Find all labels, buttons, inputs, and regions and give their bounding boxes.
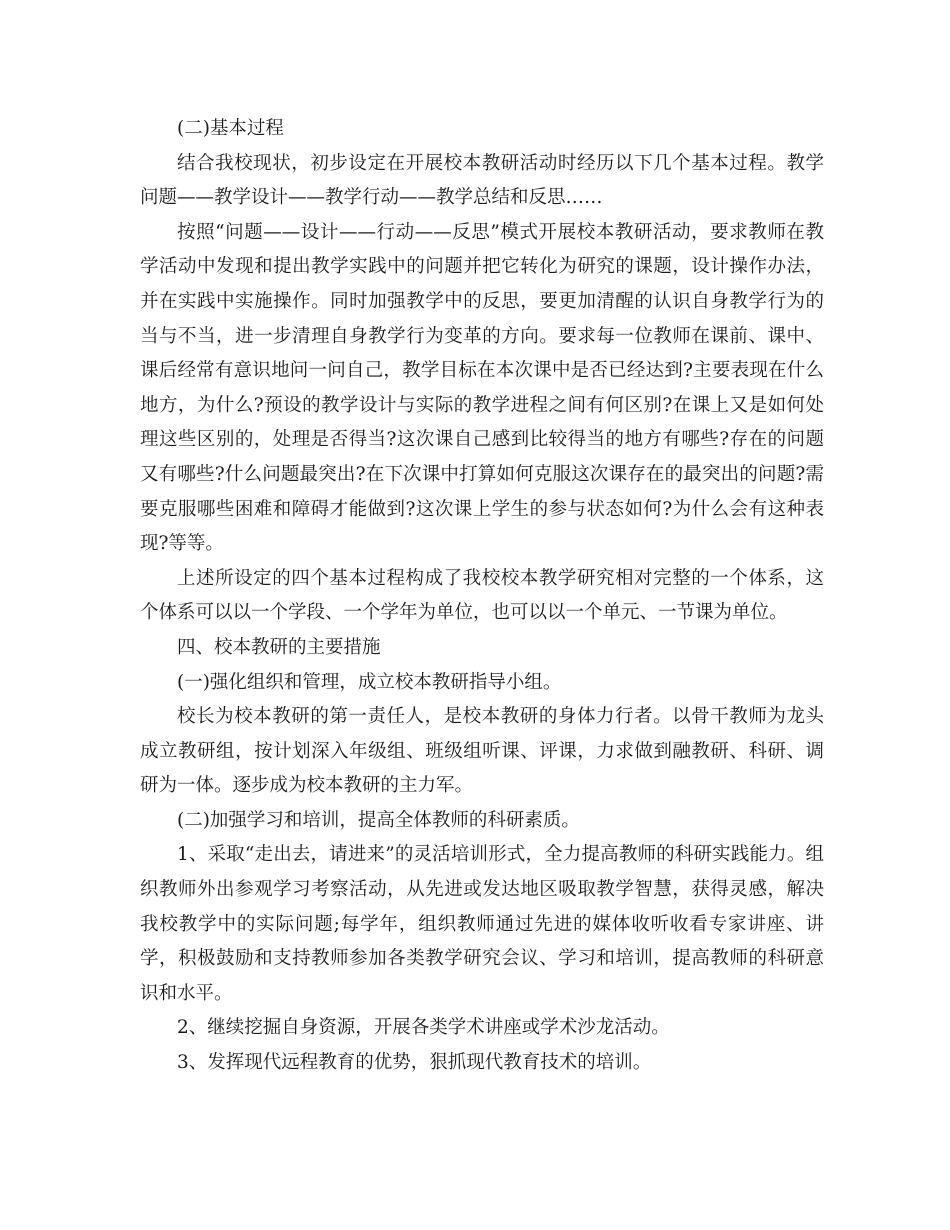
list-item-training-2: 2、继续挖掘自身资源，开展各类学术讲座或学术沙龙活动。 bbox=[177, 1017, 670, 1039]
paragraph-system-summary: 上述所设定的四个基本过程构成了我校校本教学研究相对完整的一个体系，这个体系可以以一个学段、一个学年为单位，也可以以一个单元、一节课为单位。 bbox=[140, 567, 824, 624]
paragraph-process-intro: 结合我校现状，初步设定在开展校本教研活动时经历以下几个基本过程。教学问题——教学设计——教学行动——教学总结和反思…… bbox=[140, 152, 824, 209]
paragraph-reflection-model: 按照“问题——设计——行动——反思”模式开展校本教研活动，要求教师在教学活动中发现和提出教学实践中的问题并把它转化为研究的课题，设计操作办法，并在实践中实施操作。同时加强教学中的反思，要更加清醒的认识自身教学行为的当与不当，进一步清理自身教学行为变革的方向。要求每一位教师在课前、课中、课后经常有意识地问一问自己，教学目标在本次课中是否已经达到?主要表现在什么地方，为什么?预设的教学设计与实际的教学进程之间有何区别?在课上又是如何处理这些区别的，处理是否得当?这次课自己感到比较得当的地方有哪些?存在的问题又有哪些?什么问题最突出?在下次课中打算如何克服这次课存在的最突出的问题?需要克服哪些困难和障碍才能做到?这次课上学生的参与状态如何?为什么会有这种表现?等等。 bbox=[140, 221, 824, 555]
subheading-training: (二)加强学习和培训，提高全体教师的科研素质。 bbox=[177, 809, 580, 831]
list-item-training-3: 3、发挥现代远程教育的优势，狠抓现代教育技术的培训。 bbox=[177, 1052, 652, 1074]
section-heading-basic-process: (二)基本过程 bbox=[177, 118, 284, 139]
subheading-organization: (一)强化组织和管理，成立校本教研指导小组。 bbox=[177, 671, 562, 693]
paragraph-principal-role: 校长为校本教研的第一责任人，是校本教研的身体力行者。以骨干教师为龙头成立教研组，按计划深入年级组、班级组听课、评课，力求做到融教研、科研、调研为一体。逐步成为校本教研的主力军。 bbox=[140, 706, 824, 797]
section-heading-main-measures: 四、校本教研的主要措施 bbox=[177, 636, 381, 658]
document-body bbox=[140, 112, 824, 1081]
list-item-training-1: 1、采取“走出去，请进来”的灵活培训形式，全力提高教师的科研实践能力。组织教师外出参观学习考察活动，从先进或发达地区吸取教学智慧，获得灵感，解决我校教学中的实际问题;每学年，组织教师通过先进的媒体收听收看专家讲座、讲学，积极鼓励和支持教师参加各类教学研究会议、学习和培训，提高教师的科研意识和水平。 bbox=[140, 844, 824, 1004]
